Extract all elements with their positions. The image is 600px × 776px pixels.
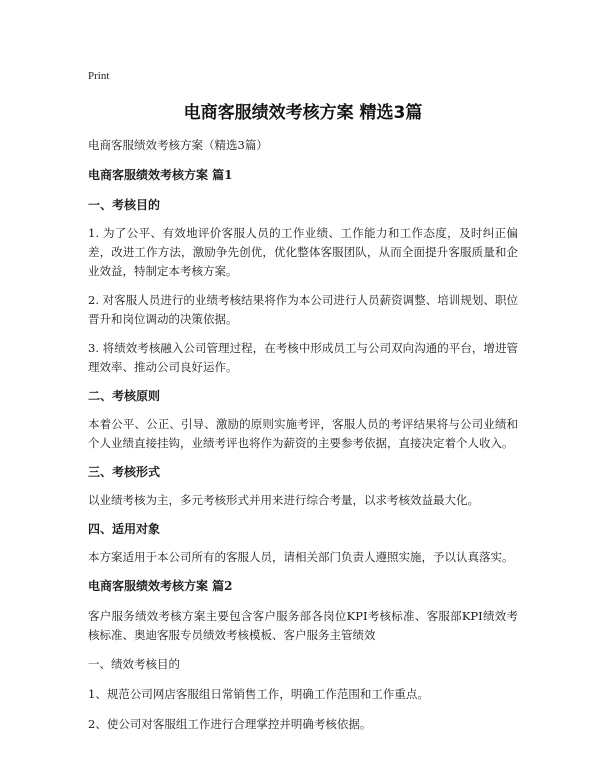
paragraph: 2、使公司对客服组工作进行合理掌控并明确考核依据。 xyxy=(88,717,372,731)
paragraph: 3. 将绩效考核融入公司管理过程，在考核中形成员工与公司双向沟通的平台，增进管理效率、推动公司良好运作。 xyxy=(88,341,518,374)
document-page xyxy=(88,70,518,745)
document-title: 电商客服绩效考核方案 精选3篇 xyxy=(183,103,423,123)
section-heading-principle: 二、考核原则 xyxy=(88,389,161,403)
paragraph: 一、绩效考核目的 xyxy=(88,657,180,671)
paragraph: 2. 对客服人员进行的业绩考核结果将作为本公司进行人员薪资调整、培训规划、职位晋升和岗位调动的决策依据。 xyxy=(88,293,518,326)
paragraph: 1、规范公司网店客服组日常销售工作，明确工作范围和工作重点。 xyxy=(88,687,429,701)
article-1-title: 电商客服绩效考核方案 篇1 xyxy=(88,168,233,182)
section-heading-scope: 四、适用对象 xyxy=(88,522,161,536)
paragraph: 1. 为了公平、有效地评价客服人员的工作业绩、工作能力和工作态度，及时纠正偏差，改进工作方法，激励争先创优，优化整体客服团队，从而全面提升客服质量和企业效益，特制定本考核方案。 xyxy=(88,226,518,278)
section-heading-form: 三、考核形式 xyxy=(88,465,161,479)
print-link[interactable]: Print xyxy=(88,70,110,82)
paragraph: 本方案适用于本公司所有的客服人员，请相关部门负责人遵照实施，予以认真落实。 xyxy=(88,550,514,564)
paragraph: 本着公平、公正、引导、激励的原则实施考评，客服人员的考评结果将与公司业绩和个人业绩直接挂钩，业绩考评也将作为薪资的主要参考依据，直接决定着个人收入。 xyxy=(88,417,518,450)
document-subtitle: 电商客服绩效考核方案（精选3篇） xyxy=(88,138,268,152)
paragraph: 客户服务绩效考核方案主要包含客户服务部各岗位KPI考核标准、客服部KPI绩效考核标准、奥迪客服专员绩效考核模板、客户服务主管绩效 xyxy=(88,609,518,642)
article-2-title: 电商客服绩效考核方案 篇2 xyxy=(88,579,233,593)
paragraph: 以业绩考核为主，多元考核形式并用来进行综合考量，以求考核效益最大化。 xyxy=(88,493,479,507)
section-heading-purpose: 一、考核目的 xyxy=(88,198,161,212)
